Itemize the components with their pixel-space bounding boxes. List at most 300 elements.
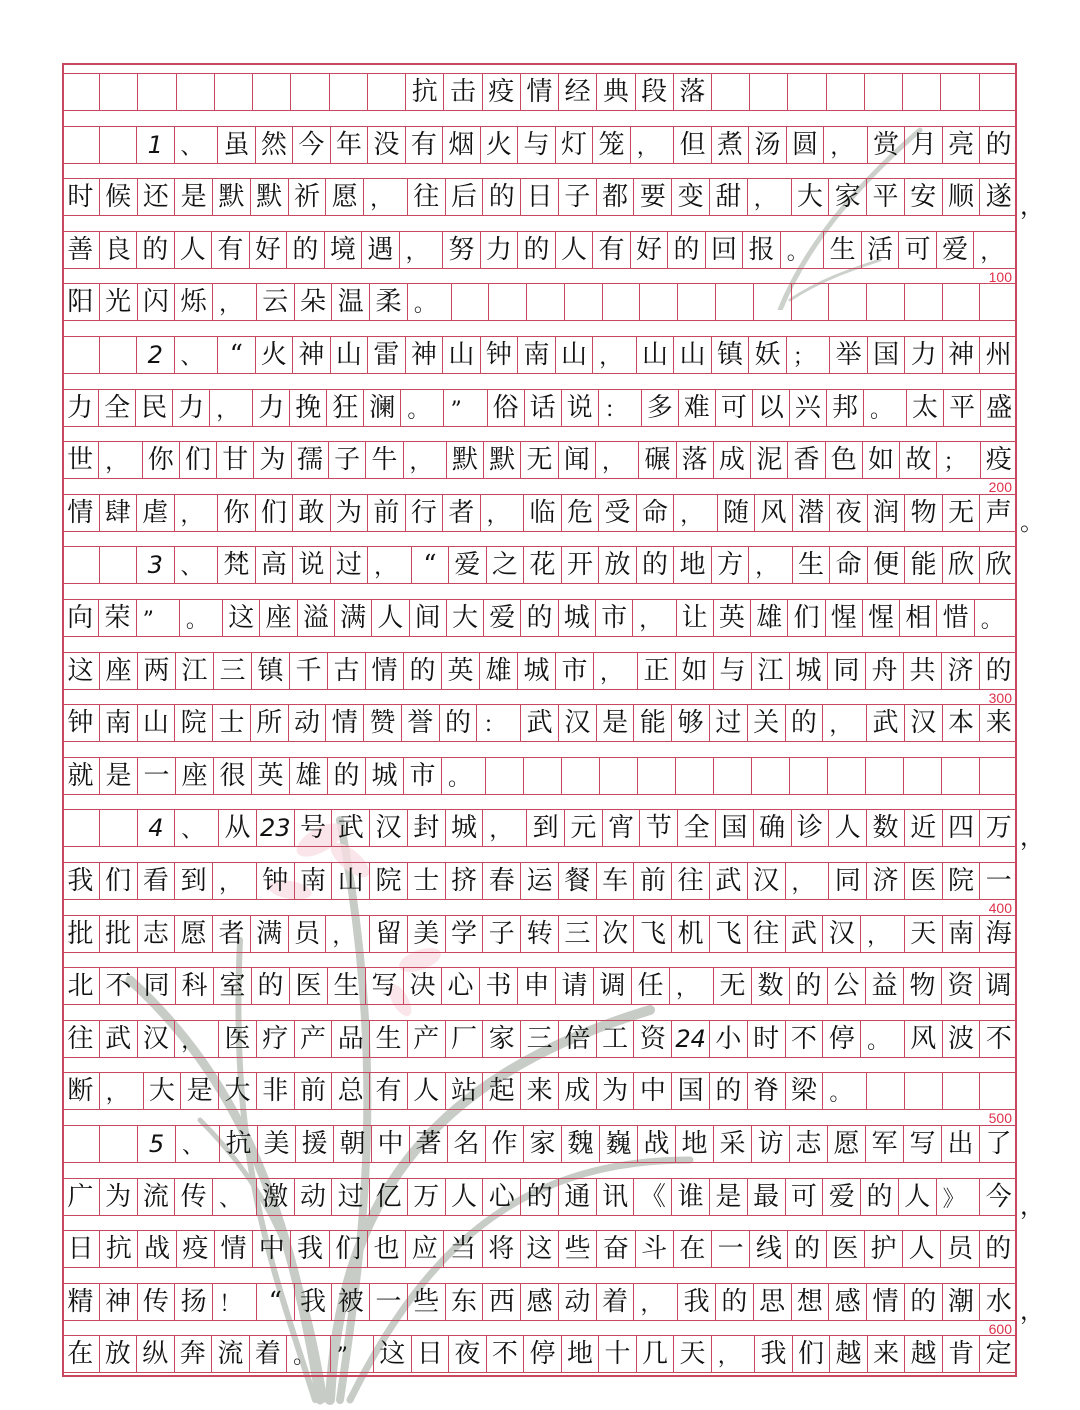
grid-cell: 城 bbox=[366, 758, 404, 794]
grid-cell: 祈 bbox=[289, 179, 327, 215]
grid-cell: 可 bbox=[716, 390, 753, 426]
grid-cell: 你 bbox=[218, 495, 256, 531]
grid-cell: 与 bbox=[518, 127, 556, 163]
grid-cell: 雷 bbox=[368, 337, 406, 373]
grid-cell: 天 bbox=[674, 1336, 712, 1372]
grid-cell bbox=[980, 284, 1017, 320]
grid-cell: ： bbox=[477, 705, 521, 741]
grid-cell: 近 bbox=[905, 810, 943, 846]
grid-cell: 济 bbox=[942, 653, 980, 689]
grid-cell: 年 bbox=[331, 127, 369, 163]
grid-cell: ， bbox=[175, 495, 219, 531]
grid-cell: 江 bbox=[752, 653, 790, 689]
grid-row bbox=[62, 967, 1017, 1005]
grid-cell bbox=[489, 284, 527, 320]
grid-cell bbox=[62, 74, 100, 110]
grid-cell: ， bbox=[368, 547, 412, 583]
grid-cell: 泥 bbox=[751, 442, 788, 478]
grid-cell bbox=[368, 74, 406, 110]
grid-cell bbox=[942, 758, 980, 794]
grid-cell: 一 bbox=[370, 1284, 408, 1320]
grid-cell: 人 bbox=[903, 1231, 941, 1267]
grid-cell: 高 bbox=[256, 547, 294, 583]
title-char: 段 bbox=[636, 74, 674, 110]
grid-cell: 为 bbox=[100, 1179, 138, 1215]
grid-cell: 本 bbox=[943, 705, 981, 741]
grid-cell: ， bbox=[596, 442, 639, 478]
grid-cell: 神 bbox=[100, 1284, 138, 1320]
grid-cell: 广 bbox=[62, 1179, 100, 1215]
grid-cell: 温 bbox=[332, 284, 370, 320]
grid-cell: 江 bbox=[176, 653, 214, 689]
grid-cell: 往 bbox=[672, 863, 710, 899]
grid-cell: 难 bbox=[679, 390, 716, 426]
grid-cell: 精 bbox=[62, 1284, 100, 1320]
grid-cell: 的 bbox=[985, 129, 1012, 160]
grid-cell: 过 bbox=[710, 705, 748, 741]
grid-cell: 要 bbox=[634, 179, 672, 215]
grid-cell bbox=[827, 74, 865, 110]
grid-cell: 疫 bbox=[177, 1231, 215, 1267]
word-count-marker: 600 bbox=[988, 1320, 1012, 1337]
overflow-punctuation: ， bbox=[1020, 1191, 1044, 1220]
grid-row bbox=[62, 389, 1017, 427]
grid-cell: 遇 bbox=[362, 232, 400, 268]
grid-cell: 的 bbox=[328, 758, 366, 794]
grid-cell: 将 bbox=[483, 1231, 521, 1267]
grid-cell: 爱 bbox=[823, 1179, 861, 1215]
grid-cell: 的 bbox=[252, 968, 290, 1004]
grid-cell: 调 bbox=[985, 971, 1012, 1002]
grid-cell: 顺 bbox=[943, 179, 981, 215]
grid-cell: 讯 bbox=[597, 1179, 635, 1215]
grid-cell: 夜 bbox=[449, 1336, 487, 1372]
grid-cell: ， bbox=[980, 239, 1003, 265]
grid-cell: ， bbox=[210, 390, 253, 426]
grid-cell: 英 bbox=[714, 600, 751, 636]
grid-cell: 善 bbox=[62, 232, 100, 268]
grid-cell: 应 bbox=[406, 1231, 444, 1267]
grid-cell: 生 bbox=[793, 547, 831, 583]
grid-cell: ， bbox=[633, 600, 676, 636]
grid-cell bbox=[980, 758, 1017, 794]
grid-cell: “ bbox=[218, 337, 256, 373]
grid-cell: 疗 bbox=[257, 1021, 295, 1057]
grid-cell: 、 bbox=[175, 547, 219, 583]
grid-cell: 有 bbox=[593, 232, 631, 268]
grid-cell: 遂 bbox=[985, 182, 1012, 213]
grid-cell: 说 bbox=[293, 547, 331, 583]
grid-cell: 光 bbox=[100, 284, 138, 320]
grid-cell: 城 bbox=[790, 653, 828, 689]
grid-cell: 境 bbox=[325, 232, 363, 268]
grid-cell bbox=[716, 284, 754, 320]
grid-cell: 南 bbox=[943, 916, 981, 952]
grid-cell: 赏 bbox=[868, 127, 906, 163]
grid-cell: 时 bbox=[62, 179, 100, 215]
grid-cell: 思 bbox=[754, 1284, 792, 1320]
grid-cell: 惺 bbox=[826, 600, 863, 636]
grid-row bbox=[62, 809, 1017, 847]
grid-cell: 肯 bbox=[943, 1336, 981, 1372]
grid-cell: 今 bbox=[293, 127, 331, 163]
grid-cell: 灯 bbox=[556, 127, 594, 163]
grid-cell bbox=[750, 74, 788, 110]
grid-cell: 是 bbox=[181, 1073, 219, 1109]
grid-cell: 危 bbox=[562, 495, 600, 531]
grid-cell: 变 bbox=[672, 179, 710, 215]
grid-cell: 四 bbox=[943, 810, 981, 846]
grid-cell: 兴 bbox=[790, 390, 827, 426]
grid-cell: 妖 bbox=[749, 337, 787, 373]
title-row bbox=[62, 73, 1017, 111]
grid-cell bbox=[603, 284, 641, 320]
grid-cell: 山 bbox=[332, 863, 370, 899]
word-count-marker: 500 bbox=[988, 1110, 1012, 1127]
grid-cell: 情 bbox=[215, 1231, 253, 1267]
grid-cell: 、 bbox=[176, 1126, 220, 1162]
grid-cell: 如 bbox=[676, 653, 714, 689]
grid-cell: 国 bbox=[868, 337, 906, 373]
grid-cell: 号 bbox=[295, 810, 333, 846]
grid-cell: 3 bbox=[137, 547, 175, 583]
grid-cell: 节 bbox=[640, 810, 678, 846]
grid-cell bbox=[865, 74, 903, 110]
grid-cell: 默 bbox=[484, 442, 521, 478]
grid-cell: 圆 bbox=[787, 127, 825, 163]
grid-cell: 传 bbox=[175, 1179, 213, 1215]
grid-cell: 者 bbox=[213, 916, 251, 952]
grid-cell: 东 bbox=[446, 1284, 484, 1320]
grid-cell bbox=[100, 810, 138, 846]
grid-cell: 人 bbox=[408, 1073, 446, 1109]
grid-cell: 医 bbox=[219, 1021, 257, 1057]
grid-cell bbox=[524, 758, 562, 794]
grid-cell bbox=[640, 284, 678, 320]
grid-cell: 阳 bbox=[62, 284, 100, 320]
grid-cell: 是 bbox=[100, 758, 138, 794]
grid-cell: 水 bbox=[985, 1286, 1012, 1317]
grid-cell: ， bbox=[786, 863, 830, 899]
grid-cell: 努 bbox=[443, 232, 481, 268]
grid-cell: 出 bbox=[942, 1126, 980, 1162]
grid-cell: 满 bbox=[251, 916, 289, 952]
grid-cell: 。 bbox=[781, 232, 825, 268]
grid-cell: 往 bbox=[62, 1021, 100, 1057]
grid-cell: 色 bbox=[826, 442, 863, 478]
grid-cell: 往 bbox=[748, 916, 786, 952]
grid-cell: 中 bbox=[634, 1073, 672, 1109]
grid-cell: 你 bbox=[143, 442, 180, 478]
grid-row bbox=[62, 704, 1017, 742]
grid-cell: 命 bbox=[637, 495, 675, 531]
grid-cell: 汉 bbox=[823, 916, 861, 952]
grid-cell: 流 bbox=[212, 1336, 250, 1372]
grid-cell: 产 bbox=[408, 1021, 446, 1057]
grid-cell: ， bbox=[213, 863, 257, 899]
grid-cell: 香 bbox=[788, 442, 825, 478]
grid-cell: 确 bbox=[754, 810, 792, 846]
grid-cell: 是 bbox=[175, 179, 213, 215]
grid-cell: 爱 bbox=[937, 232, 975, 268]
grid-cell: 医 bbox=[290, 968, 328, 1004]
grid-cell: 工 bbox=[597, 1021, 635, 1057]
grid-cell: 万 bbox=[985, 813, 1012, 844]
grid-cell bbox=[788, 74, 826, 110]
grid-cell: 纵 bbox=[137, 1336, 175, 1372]
grid-cell: 最 bbox=[748, 1179, 786, 1215]
grid-cell bbox=[941, 74, 979, 110]
grid-cell: 英 bbox=[252, 758, 290, 794]
grid-cell: 、 bbox=[175, 127, 219, 163]
grid-cell: 过 bbox=[331, 547, 369, 583]
grid-cell: ， bbox=[674, 495, 718, 531]
grid-cell: ， bbox=[400, 232, 444, 268]
grid-cell: 共 bbox=[904, 653, 942, 689]
grid-cell: 批 bbox=[62, 916, 100, 952]
grid-cell: 往 bbox=[408, 179, 446, 215]
grid-cell: 通 bbox=[559, 1179, 597, 1215]
grid-cell: 汉 bbox=[748, 863, 786, 899]
grid-cell: 力 bbox=[62, 390, 99, 426]
grid-cell: 敢 bbox=[293, 495, 331, 531]
grid-row bbox=[62, 231, 1017, 269]
grid-cell: 家 bbox=[829, 179, 867, 215]
grid-cell: 元 bbox=[565, 810, 603, 846]
grid-cell bbox=[100, 127, 138, 163]
grid-cell: 烟 bbox=[443, 127, 481, 163]
grid-cell: 风 bbox=[755, 495, 793, 531]
grid-cell: 汤 bbox=[749, 127, 787, 163]
grid-cell: 武 bbox=[332, 810, 370, 846]
grid-cell: 厂 bbox=[446, 1021, 484, 1057]
grid-cell: 开 bbox=[562, 547, 600, 583]
grid-cell: 。 bbox=[861, 1021, 905, 1057]
grid-cell: 运 bbox=[521, 863, 559, 899]
grid-cell: 不 bbox=[786, 1021, 824, 1057]
grid-cell: 写 bbox=[366, 968, 404, 1004]
grid-cell: 牛 bbox=[366, 442, 403, 478]
grid-cell: 成 bbox=[714, 442, 751, 478]
grid-cell: 中 bbox=[372, 1126, 410, 1162]
grid-cell: 放 bbox=[100, 1336, 138, 1372]
grid-cell: 们 bbox=[788, 600, 825, 636]
grid-cell bbox=[62, 810, 100, 846]
grid-row bbox=[62, 1020, 1017, 1058]
grid-cell: 不 bbox=[487, 1336, 525, 1372]
grid-cell: 疫 bbox=[985, 445, 1012, 476]
grid-cell: 的 bbox=[521, 1179, 559, 1215]
grid-cell: 来 bbox=[985, 708, 1012, 739]
grid-cell: 医 bbox=[905, 863, 943, 899]
grid-cell: 梁 bbox=[786, 1073, 824, 1109]
grid-cell: 到 bbox=[527, 810, 565, 846]
overflow-punctuation: ， bbox=[1020, 1296, 1044, 1325]
grid-cell: 爱 bbox=[449, 547, 487, 583]
grid-cell: 美 bbox=[258, 1126, 296, 1162]
grid-cell: 全 bbox=[99, 390, 136, 426]
grid-cell: 是 bbox=[597, 705, 635, 741]
grid-cell: 资 bbox=[634, 1021, 672, 1057]
grid-cell: 大 bbox=[219, 1073, 257, 1109]
grid-cell: 站 bbox=[446, 1073, 484, 1109]
grid-cell: 4 bbox=[138, 810, 176, 846]
grid-cell: 武 bbox=[521, 705, 559, 741]
grid-cell: 神 bbox=[943, 337, 981, 373]
grid-cell bbox=[904, 758, 942, 794]
grid-cell: 城 bbox=[518, 653, 556, 689]
grid-cell: ， bbox=[593, 337, 637, 373]
grid-cell: 关 bbox=[748, 705, 786, 741]
grid-cell: 公 bbox=[828, 968, 866, 1004]
grid-cell: 荣 bbox=[99, 600, 136, 636]
grid-cell: 批 bbox=[100, 916, 138, 952]
grid-cell: 子 bbox=[329, 442, 366, 478]
grid-cell: 济 bbox=[867, 863, 905, 899]
grid-cell: 斗 bbox=[636, 1231, 674, 1267]
grid-cell: 能 bbox=[634, 705, 672, 741]
grid-cell: 默 bbox=[251, 179, 289, 215]
grid-cell: 美 bbox=[408, 916, 446, 952]
grid-cell bbox=[100, 337, 138, 373]
grid-cell: ， bbox=[364, 179, 408, 215]
grid-cell: 定 bbox=[985, 1339, 1012, 1370]
grid-cell: 子 bbox=[559, 179, 597, 215]
grid-cell: 天 bbox=[905, 916, 943, 952]
grid-cell: 我 bbox=[295, 1284, 333, 1320]
grid-cell: 座 bbox=[100, 653, 138, 689]
grid-cell: 让 bbox=[677, 600, 714, 636]
grid-cell: 前 bbox=[295, 1073, 333, 1109]
grid-cell: 的 bbox=[861, 1179, 899, 1215]
grid-cell bbox=[905, 1073, 943, 1109]
grid-row bbox=[62, 546, 1017, 584]
grid-cell: 有 bbox=[370, 1073, 408, 1109]
grid-cell bbox=[712, 74, 750, 110]
grid-cell: 生 bbox=[824, 232, 862, 268]
grid-cell: 朝 bbox=[334, 1126, 372, 1162]
grid-cell: 很 bbox=[214, 758, 252, 794]
grid-cell: 脊 bbox=[748, 1073, 786, 1109]
grid-cell: ， bbox=[631, 127, 675, 163]
grid-cell: 说 bbox=[562, 390, 599, 426]
grid-cell: 动 bbox=[559, 1284, 597, 1320]
grid-cell: 志 bbox=[790, 1126, 828, 1162]
grid-cell: 润 bbox=[868, 495, 906, 531]
grid-cell: 山 bbox=[331, 337, 369, 373]
grid-cell: 情 bbox=[867, 1284, 905, 1320]
grid-cell: 神 bbox=[293, 337, 331, 373]
grid-cell: ， bbox=[175, 1021, 219, 1057]
grid-cell: 《 bbox=[634, 1179, 672, 1215]
grid-cell: 起 bbox=[483, 1073, 521, 1109]
grid-cell: 孺 bbox=[292, 442, 329, 478]
grid-cell: 力 bbox=[905, 337, 943, 373]
grid-cell: 山 bbox=[674, 337, 712, 373]
grid-cell bbox=[62, 1126, 100, 1162]
grid-cell: 欣 bbox=[985, 550, 1012, 581]
grid-row bbox=[62, 336, 1017, 374]
grid-cell bbox=[829, 284, 867, 320]
grid-cell: 感 bbox=[829, 1284, 867, 1320]
grid-cell: 海 bbox=[985, 918, 1012, 949]
grid-cell: 数 bbox=[752, 968, 790, 1004]
grid-cell: 烁 bbox=[175, 284, 213, 320]
grid-cell: 为 bbox=[597, 1073, 635, 1109]
grid-cell: 的 bbox=[521, 600, 558, 636]
grid-cell: 朵 bbox=[295, 284, 333, 320]
grid-row bbox=[62, 1072, 1017, 1110]
grid-cell: 向 bbox=[62, 600, 99, 636]
grid-cell: 诊 bbox=[792, 810, 830, 846]
grid-cell: 生 bbox=[328, 968, 366, 1004]
grid-cell: 肆 bbox=[100, 495, 138, 531]
grid-cell: 的 bbox=[287, 232, 325, 268]
grid-row bbox=[62, 862, 1017, 900]
grid-cell: 地 bbox=[676, 1126, 714, 1162]
grid-cell: 。 bbox=[401, 390, 444, 426]
grid-cell: 座 bbox=[176, 758, 214, 794]
grid-cell: 随 bbox=[718, 495, 756, 531]
grid-cell: 受 bbox=[599, 495, 637, 531]
grid-cell: 以 bbox=[753, 390, 790, 426]
grid-cell: 无 bbox=[714, 968, 752, 1004]
grid-cell: 无 bbox=[943, 495, 981, 531]
grid-cell: 过 bbox=[332, 1179, 370, 1215]
grid-cell bbox=[905, 284, 943, 320]
grid-cell: 断 bbox=[62, 1073, 100, 1109]
grid-cell: 这 bbox=[374, 1336, 412, 1372]
grid-cell bbox=[866, 758, 904, 794]
grid-cell: 抗 bbox=[100, 1231, 138, 1267]
grid-cell: 奋 bbox=[597, 1231, 635, 1267]
grid-cell: 为 bbox=[254, 442, 291, 478]
grid-cell: 无 bbox=[521, 442, 558, 478]
grid-cell: 动 bbox=[295, 1179, 333, 1215]
grid-cell: 援 bbox=[296, 1126, 334, 1162]
grid-cell: 英 bbox=[442, 653, 480, 689]
grid-cell: 南 bbox=[295, 863, 333, 899]
grid-cell: 着 bbox=[250, 1336, 288, 1372]
grid-cell: 两 bbox=[138, 653, 176, 689]
grid-cell: 虐 bbox=[137, 495, 175, 531]
grid-cell: 资 bbox=[942, 968, 980, 1004]
grid-cell: 这 bbox=[62, 653, 100, 689]
grid-cell: 不 bbox=[985, 1023, 1012, 1054]
grid-cell: 市 bbox=[404, 758, 442, 794]
grid-cell: ， bbox=[100, 1073, 144, 1109]
grid-cell: 地 bbox=[674, 547, 712, 583]
grid-cell: 1 bbox=[137, 127, 175, 163]
grid-cell: 飞 bbox=[634, 916, 672, 952]
grid-cell: 潮 bbox=[943, 1284, 981, 1320]
grid-cell: 转 bbox=[521, 916, 559, 952]
grid-cell: 国 bbox=[716, 810, 754, 846]
grid-cell: 封 bbox=[408, 810, 446, 846]
grid-cell: 夜 bbox=[830, 495, 868, 531]
grid-cell bbox=[792, 284, 830, 320]
grid-cell: 士 bbox=[213, 705, 251, 741]
grid-cell: 5 bbox=[138, 1126, 176, 1162]
grid-cell: 、 bbox=[175, 337, 219, 373]
grid-cell: 的 bbox=[985, 655, 1012, 686]
grid-cell: 千 bbox=[290, 653, 328, 689]
grid-cell: 的 bbox=[716, 1284, 754, 1320]
grid-cell: 情 bbox=[62, 495, 100, 531]
grid-cell bbox=[980, 74, 1017, 110]
grid-cell: 2 bbox=[137, 337, 175, 373]
grid-cell: 魏 bbox=[562, 1126, 600, 1162]
